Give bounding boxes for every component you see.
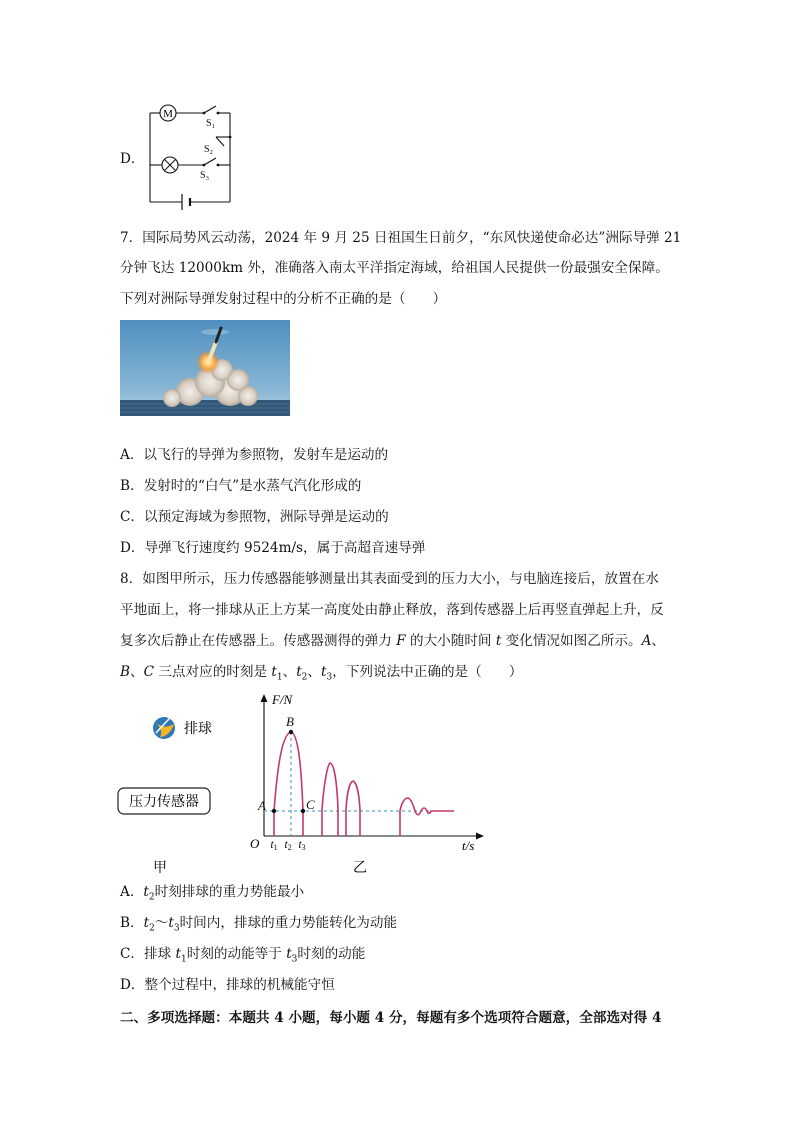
q7-line-1: 7．国际局势风云动荡，2024 年 9 月 25 日祖国生日前夕，“东风快递使命必达”洲际导弹 21 <box>120 230 682 246</box>
motor-symbol <box>160 105 176 121</box>
volleyball-icon <box>153 717 175 739</box>
origin-label: O <box>250 836 260 851</box>
point-b-label: B <box>286 714 294 729</box>
figure-jia <box>112 706 222 876</box>
switch-s2-label: $S_2$ <box>204 144 213 156</box>
lamp-symbol <box>162 157 178 173</box>
section-2-heading: 二、多项选择题：本题共 4 小题，每小题 4 分，每题有多个选项符合题意，全部选对得 4 <box>120 1010 662 1026</box>
q7-line-2: 分钟飞达 12000km 外，准确落入南太平洋指定海域，给祖国人民提供一份最强安全保障。 <box>120 260 669 276</box>
q7-option-d: D．导弹飞行速度约 9524m/s，属于高超音速导弹 <box>120 540 426 556</box>
ball-label: 排球 <box>184 721 212 737</box>
q8-option-a: A．$t_2$时刻排球的重力势能最小 <box>120 884 305 903</box>
switch-s1-label: $S_1$ <box>206 118 215 130</box>
x-axis-label: t/s <box>462 838 475 853</box>
caption-jia: 甲 <box>153 860 167 876</box>
q8-line-2: 平地面上，将一排球从正上方某一高度处由静止释放，落到传感器上后再竖直弹起上升，反 <box>120 602 664 618</box>
tick-t3: t3 <box>298 837 306 852</box>
q7-option-b: B．发射时的“白气”是水蒸气汽化形成的 <box>120 478 362 494</box>
tick-t1: t1 <box>270 837 278 852</box>
missile-launch-photo <box>120 320 290 416</box>
q8-line-4: B、C 三点对应的时刻是 $t_1$、$t_2$、$t_3$，下列说法中正确的是（ ） <box>120 664 523 683</box>
pressure-sensor-box <box>118 788 210 814</box>
force-curve <box>274 732 454 836</box>
q8-option-d: D．整个过程中，排球的机械能守恒 <box>120 977 335 993</box>
q8-line-1: 8．如图甲所示，压力传感器能够测量出其表面受到的压力大小，与电脑连接后，放置在水 <box>120 571 659 587</box>
q7-option-a: A．以飞行的导弹为参照物，发射车是运动的 <box>120 447 389 463</box>
switch-s3-label: $S_3$ <box>200 170 209 182</box>
q6-option-d-label: D． <box>120 151 145 167</box>
y-axis-label: F/N <box>272 692 293 707</box>
q7-line-3: 下列对洲际导弹发射过程中的分析不正确的是（ ） <box>120 291 447 307</box>
circuit-diagram <box>138 92 238 212</box>
q7-option-c: C．以预定海域为参照物，洲际导弹是运动的 <box>120 509 389 525</box>
point-a-label: A <box>258 798 266 813</box>
q8-option-c: C．排球 $t_1$时刻的动能等于 $t_3$时刻的动能 <box>120 946 366 965</box>
caption-yi: 乙 <box>353 860 367 876</box>
tick-t2: t2 <box>284 837 292 852</box>
sensor-label: 压力传感器 <box>129 794 199 810</box>
q8-line-3: 复多次后静止在传感器上。传感器测得的弹力 F 的大小随时间 t 变化情况如图乙所示。A、 <box>120 633 666 649</box>
q8-option-b: B．$t_2\sim t_3$时间内，排球的重力势能转化为动能 <box>120 915 398 934</box>
svg-text:M: M <box>163 108 173 120</box>
figure-yi-force-time-graph <box>240 686 490 878</box>
point-c-label: C <box>306 797 315 812</box>
